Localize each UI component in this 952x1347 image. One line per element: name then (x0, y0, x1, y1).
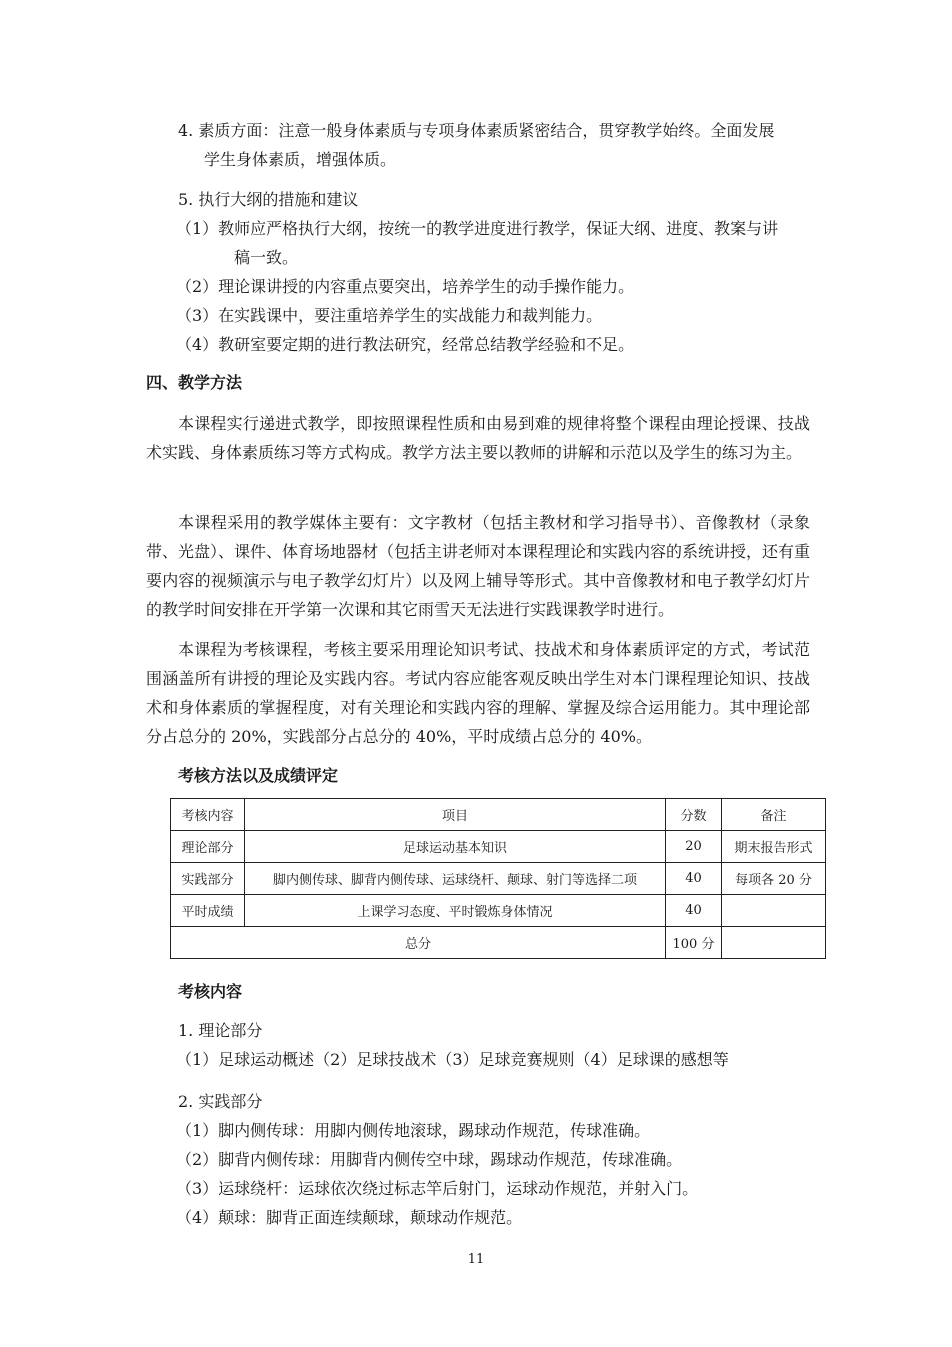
header-cell: 分数 (666, 799, 722, 831)
measure-4: （4）教研室要定期的进行教法研究，经常总结教学经验和不足。 (176, 335, 635, 354)
measure-3: （3）在实践课中，要注重培养学生的实战能力和裁判能力。 (176, 306, 603, 325)
practice-item-4: （4）颠球：脚背正面连续颠球，颠球动作规范。 (176, 1208, 523, 1227)
table-cell: 期末报告形式 (722, 831, 826, 863)
total-note-cell (722, 927, 826, 959)
practice-item-2: （2）脚背内侧传球：用脚背内侧传空中球，踢球动作规范，传球准确。 (176, 1150, 683, 1169)
header-cell: 备注 (722, 799, 826, 831)
table-cell: 每项各 20 分 (722, 863, 826, 895)
item-5-title: 5. 执行大纲的措施和建议 (178, 190, 359, 209)
paragraph-teaching-approach: 本课程实行递进式教学，即按照课程性质和由易到难的规律将整个课程由理论授课、技战术实践、身体素质练习等方式构成。教学方法主要以教师的讲解和示范以及学生的练习为主。 (146, 414, 810, 462)
theory-part-title: 1. 理论部分 (178, 1021, 263, 1040)
practice-item-1: （1）脚内侧传球：用脚内侧传地滚球，踢球动作规范，传球准确。 (176, 1121, 651, 1140)
table-row (171, 863, 826, 895)
table-cell: 上课学习态度、平时锻炼身体情况 (245, 895, 666, 927)
table-row (171, 895, 826, 927)
paragraph-teaching-media: 本课程采用的教学媒体主要有：文字教材（包括主教材和学习指导书）、音像教材（录象带、光盘）、课件、体育场地器材（包括主讲老师对本课程理论和实践内容的系统讲授，还有重要内容的视频演示与电子教学幻灯片）以及网上辅导等形式。其中音像教材和电子教学幻灯片的教学时间安排在开学第一次课和其它雨雪天无法进行实践课教学时进行。 (146, 513, 811, 619)
paragraph-assessment-overview: 本课程为考核课程，考核主要采用理论知识考试、技战术和身体素质评定的方式，考试范围涵盖所有讲授的理论及实践内容。考试内容应能客观反映出学生对本门课程理论知识、技战术和身体素质的掌握程度，对有关理论和实践内容的理解、掌握及综合运用能力。其中理论部分占总分的 20%，实践部分占总分的 40%，平时成绩占总分的 40%。 (146, 640, 810, 746)
table-cell: 20 (666, 831, 722, 863)
theory-part-items: （1）足球运动概述（2）足球技战术（3）足球竞赛规则（4）足球课的感想等 (176, 1050, 729, 1069)
table-cell: 平时成绩 (171, 895, 245, 927)
table-cell: 40 (666, 863, 722, 895)
item-4-line-1: 4. 素质方面：注意一般身体素质与专项身体素质紧密结合，贯穿教学始终。全面发展 (178, 121, 775, 140)
table-cell: 脚内侧传球、脚背内侧传球、运球绕杆、颠球、射门等选择二项 (245, 863, 666, 895)
practice-item-3: （3）运球绕杆：运球依次绕过标志竿后射门，运球动作规范，并射入门。 (176, 1179, 699, 1198)
table-row (171, 831, 826, 863)
total-value-cell: 100 分 (666, 927, 722, 959)
table-header-row (171, 799, 826, 831)
measure-1-line-1: （1）教师应严格执行大纲，按统一的教学进度进行教学，保证大纲、进度、教案与讲 (176, 219, 779, 238)
header-cell: 项目 (245, 799, 666, 831)
total-label-cell: 总分 (171, 927, 666, 959)
table-cell: 实践部分 (171, 863, 245, 895)
table-cell: 理论部分 (171, 831, 245, 863)
page-number: 11 (467, 1252, 485, 1267)
measure-1-line-2: 稿一致。 (234, 248, 299, 267)
practice-part-title: 2. 实践部分 (178, 1092, 263, 1111)
table-cell: 40 (666, 895, 722, 927)
assessment-table (170, 798, 826, 959)
measure-2: （2）理论课讲授的内容重点要突出，培养学生的动手操作能力。 (176, 277, 635, 296)
section-heading-teaching-methods: 四、教学方法 (146, 373, 243, 392)
assessment-table-heading: 考核方法以及成绩评定 (178, 766, 339, 785)
table-total-row (171, 927, 826, 959)
table-cell (722, 895, 826, 927)
assessment-content-heading: 考核内容 (178, 982, 243, 1001)
item-4-line-2: 学生身体素质，增强体质。 (204, 150, 397, 169)
table-cell: 足球运动基本知识 (245, 831, 666, 863)
header-cell: 考核内容 (171, 799, 245, 831)
